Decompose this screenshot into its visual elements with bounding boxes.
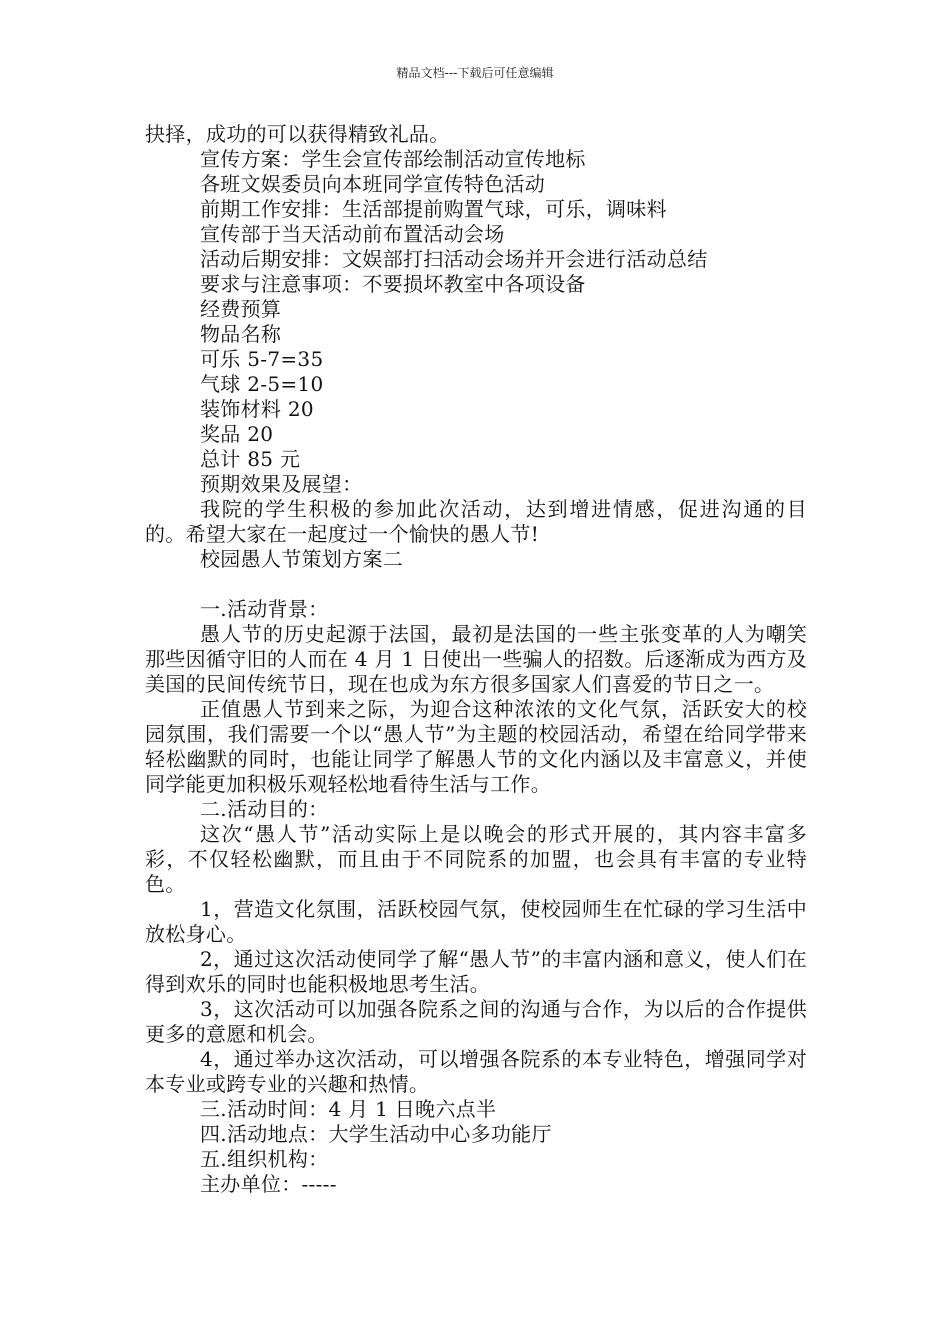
section-heading: 五.组织机构： (200, 1147, 329, 1171)
paragraph: 宣传方案：学生会宣传部绘制活动宣传地标 (200, 147, 586, 171)
paragraph: 前期工作安排：生活部提前购置气球，可乐，调味料 (200, 197, 667, 221)
paragraph: 我院的学生积极的参加此次活动，达到增进情感，促进沟通的目的。希望大家在一起度过一个愉快的愚人节! (145, 497, 807, 546)
paragraph: 2，通过这次活动使同学了解“愚人节”的丰富内涵和意义，使人们在得到欢乐的同时也能积极地思考生活。 (145, 947, 807, 996)
paragraph: 4，通过举办这次活动，可以增强各院系的本专业特色，增强同学对本专业或跨专业的兴趣和热情。 (145, 1047, 807, 1096)
paragraph: 装饰材料 20 (200, 397, 314, 421)
section-heading: 二.活动目的： (200, 797, 329, 821)
paragraph: 1，营造文化氛围，活跃校园气氛，使校园师生在忙碌的学习生活中放松身心。 (145, 897, 807, 946)
paragraph: 活动后期安排：文娱部打扫活动会场并开会进行活动总结 (200, 247, 708, 271)
paragraph: 主办单位：----- (200, 1172, 337, 1196)
paragraph: 3，这次活动可以加强各院系之间的沟通与合作，为以后的合作提供更多的意愿和机会。 (145, 997, 807, 1046)
section-heading: 三.活动时间：4 月 1 日晚六点半 (200, 1097, 497, 1121)
section-title: 校园愚人节策划方案二 (200, 547, 403, 571)
paragraph: 气球 2-5=10 (200, 372, 324, 396)
paragraph: 总计 85 元 (200, 447, 301, 471)
paragraph: 宣传部于当天活动前布置活动会场 (200, 222, 505, 246)
paragraph: 这次“愚人节”活动实际上是以晚会的形式开展的，其内容丰富多彩，不仅轻松幽默，而且由于不同院系的加盟，也会具有丰富的专业特色。 (145, 822, 807, 896)
paragraph: 奖品 20 (200, 422, 274, 446)
paragraph: 物品名称 (200, 322, 282, 346)
paragraph: 愚人节的历史起源于法国，最初是法国的一些主张变革的人为嘲笑那些因循守旧的人而在 4 月 1 日使出一些骗人的招数。后逐渐成为西方及美国的民间传统节日，现在也成为东方很多国家人们喜爱的节日之一。 (145, 622, 807, 696)
paragraph: 经费预算 (200, 297, 282, 321)
page-header: 精品文档---下载后可任意编辑 (396, 66, 554, 80)
document-body (145, 122, 807, 1197)
section-heading: 四.活动地点：大学生活动中心多功能厅 (200, 1122, 552, 1146)
paragraph: 要求与注意事项：不要损坏教室中各项设备 (200, 272, 586, 296)
paragraph: 抉择，成功的可以获得精致礼品。 (145, 122, 450, 146)
paragraph: 可乐 5-7=35 (200, 347, 324, 371)
blank-line (145, 572, 807, 597)
paragraph: 预期效果及展望： (200, 472, 363, 496)
paragraph: 正值愚人节到来之际，为迎合这种浓浓的文化气氛，活跃安大的校园氛围，我们需要一个以“愚人节”为主题的校园活动，希望在给同学带来轻松幽默的同时，也能让同学了解愚人节的文化内涵以及丰富意义，并使同学能更加积极乐观轻松地看待生活与工作。 (145, 697, 807, 796)
section-heading: 一.活动背景： (200, 597, 329, 621)
paragraph: 各班文娱委员向本班同学宣传特色活动 (200, 172, 546, 196)
